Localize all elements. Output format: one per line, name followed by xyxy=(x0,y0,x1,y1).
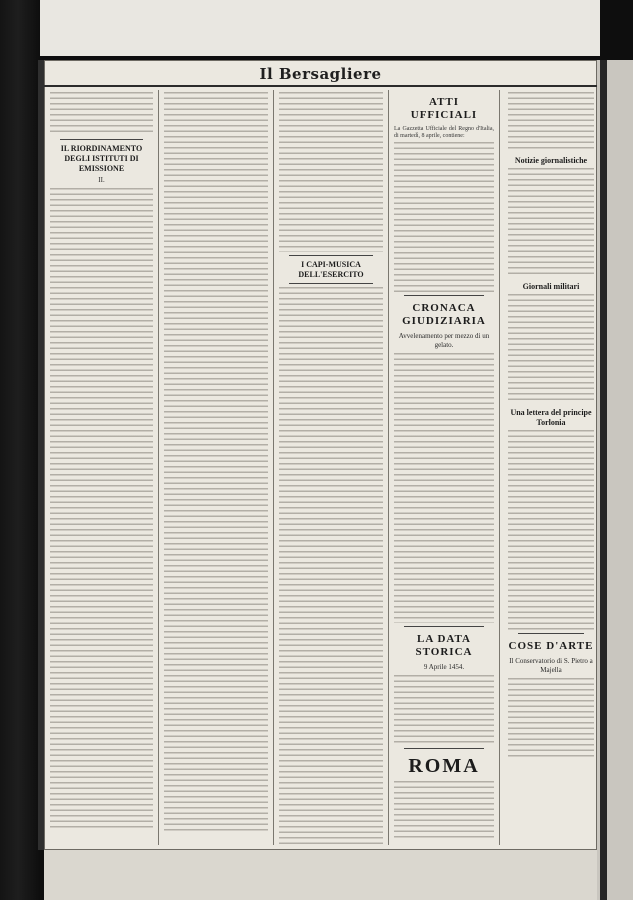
article-heading: IL RIORDINAMENTO DEGLI ISTITUTI DI EMISSIONE xyxy=(60,144,143,173)
article-heading: Giornali militari xyxy=(522,282,580,291)
text-block xyxy=(394,142,494,292)
article-date: 9 Aprile 1454. xyxy=(423,663,465,671)
masthead xyxy=(44,64,597,84)
article-heading: LA DATA STORICA xyxy=(415,633,473,658)
text-block xyxy=(508,678,594,758)
top-margin-strip xyxy=(40,0,600,56)
article-heading: CRONACA GIUDIZIARIA xyxy=(402,302,486,327)
article-subheading: Il Conservatorio di S. Pietro a Majella xyxy=(509,657,593,674)
column-rule xyxy=(388,90,389,845)
column-3 xyxy=(279,90,383,845)
text-block xyxy=(394,781,494,841)
section-number: II. xyxy=(98,176,105,184)
column-6 xyxy=(508,90,594,845)
column-rule xyxy=(499,90,500,845)
masthead-title: Il Bersagliere xyxy=(259,65,382,83)
text-block xyxy=(508,430,594,630)
column-rule xyxy=(158,90,159,845)
column-separator xyxy=(404,626,484,627)
article-subheading: Avvelenamento per mezzo di un gelato. xyxy=(398,332,490,349)
article-intro: La Gazzetta Ufficiale del Regno d'Italia, di martedì, 8 aprile, contiene: xyxy=(394,126,494,139)
column-separator xyxy=(518,633,584,634)
binding-shadow xyxy=(600,60,607,900)
text-block xyxy=(508,294,594,404)
bottom-margin-strip xyxy=(44,850,597,900)
text-block xyxy=(508,92,594,152)
masthead-rule xyxy=(44,85,597,87)
text-block xyxy=(508,168,594,278)
article-heading: Notizie giornalistiche xyxy=(514,156,588,165)
article-heading: ATTI UFFICIALI xyxy=(410,96,478,121)
text-block xyxy=(279,92,383,252)
text-block xyxy=(279,287,383,845)
article-heading: Una lettera del principe Torlonia xyxy=(510,408,592,427)
text-block xyxy=(50,188,153,828)
text-block xyxy=(394,675,494,745)
column-separator xyxy=(60,139,143,140)
left-edge-shadow xyxy=(38,60,44,850)
column-separator xyxy=(404,748,484,749)
column-rule xyxy=(273,90,274,845)
column-separator xyxy=(289,283,373,284)
column-2 xyxy=(164,90,268,845)
column-separator xyxy=(289,255,373,256)
article-heading: ROMA xyxy=(408,755,480,777)
text-block xyxy=(164,92,268,832)
column-4 xyxy=(394,90,494,845)
column-separator xyxy=(404,295,484,296)
text-block xyxy=(394,353,494,623)
column-1 xyxy=(50,90,153,845)
article-heading: COSE D'ARTE xyxy=(508,640,594,652)
article-heading: I CAPI-MUSICA DELL'ESERCITO xyxy=(298,260,364,279)
text-block xyxy=(50,92,153,136)
